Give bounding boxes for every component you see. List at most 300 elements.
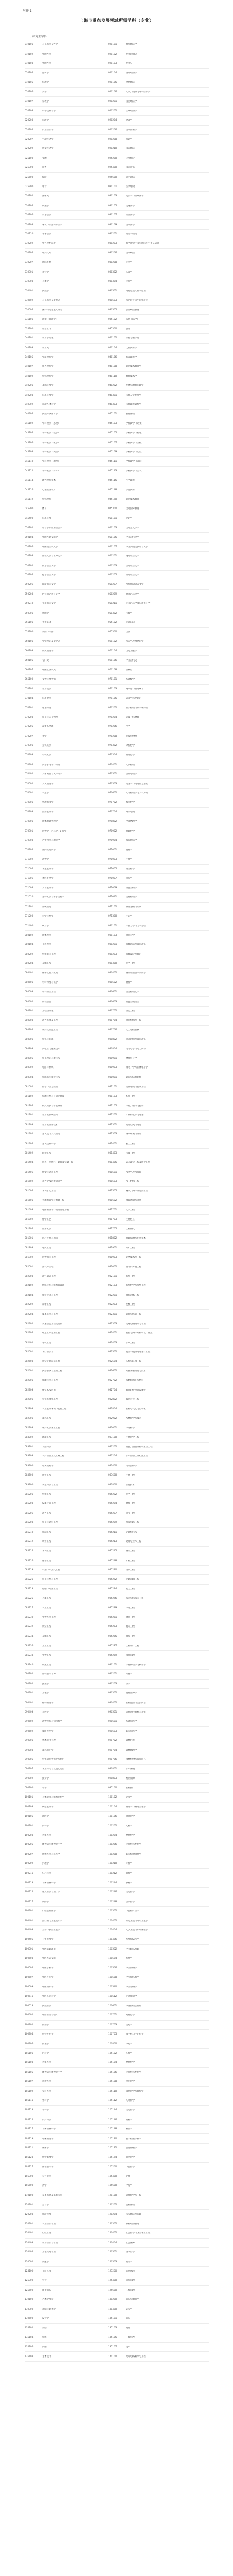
code-left: 120403 (25, 2241, 34, 2244)
table-row (25, 1566, 209, 1575)
table-row (25, 2267, 209, 2276)
code-left: 082903 (25, 1427, 34, 1430)
table-row (25, 1537, 209, 1547)
code-right: 081103 (108, 1095, 117, 1098)
code-left: 100211 (25, 1872, 34, 1875)
name-left: 软件工程 (42, 1540, 52, 1543)
code-left: 070502 (25, 782, 34, 785)
code-right: 080601 (108, 991, 117, 994)
table-row (25, 874, 209, 883)
name-right: 国民经济学 (126, 100, 137, 103)
table-row (25, 1196, 209, 1206)
table-row (25, 1423, 209, 1433)
table-row (25, 1329, 209, 1338)
name-right: 分析化学 (126, 744, 135, 748)
name-right: 皮肤病与性病学 (126, 1843, 142, 1846)
name-right: 宪法学与行政法学 (126, 195, 144, 198)
code-right: 083001 (108, 1427, 117, 1430)
name-right: 流体力学 (126, 934, 135, 937)
code-right: 105114 (108, 2109, 117, 2112)
name-right: 水产养殖 (126, 1768, 135, 1771)
name-left: 运动人体科学 (42, 403, 56, 406)
name-left: 专门史 (42, 659, 49, 662)
code-right: 090706 (108, 1758, 117, 1761)
code-left: 082003 (25, 1275, 34, 1278)
code-left: 080501 (25, 981, 34, 984)
code-left: 125300 (25, 2279, 34, 2282)
table-row (25, 1897, 209, 1907)
name-right: 船舶与海洋结构物设计制造 (126, 1332, 153, 1335)
code-left: 082204 (25, 1313, 34, 1316)
table-row (25, 1784, 209, 1793)
table-row (25, 1717, 209, 1726)
name-right: 地图学与地理信息系统 (126, 782, 148, 785)
table-row (25, 2239, 209, 2248)
code-right: 081403 (108, 1151, 117, 1155)
name-right: 公安技术 (126, 1483, 135, 1486)
name-left: 教育史 (42, 346, 49, 349)
name-left: 中医基础理论 (42, 1947, 56, 1951)
code-left: 105105 (25, 2071, 34, 2074)
code-left: 100101 (25, 1796, 34, 1799)
table-row (25, 1745, 209, 1755)
name-left: 内科学 (42, 2052, 49, 2055)
name-right: 生物医学工程 (126, 1436, 139, 1439)
name-right: 临床兽医学 (126, 1730, 137, 1733)
table-row (25, 286, 209, 296)
code-right: 085218 (108, 1559, 117, 1562)
code-left: 100503 (25, 1957, 34, 1960)
table-row (25, 1821, 209, 1831)
name-right: 化工过程机械 (126, 1028, 139, 1031)
name-right: 化学工程 (126, 1209, 135, 1212)
code-right: 095100 (108, 1787, 117, 1790)
table-row (25, 2002, 209, 2011)
code-left: 100505 (25, 1967, 34, 1970)
code-right: 083800 (108, 1483, 117, 1486)
code-left: 025700 (25, 185, 34, 189)
name-right: 交通运输工程 (126, 1578, 139, 1581)
name-left: 神经生物学 (42, 877, 54, 880)
code-left: 080204 (25, 962, 34, 965)
name-right: 基础数学 (126, 678, 135, 681)
code-left: 080805 (25, 1057, 34, 1060)
code-left: 100405 (25, 1938, 34, 1941)
name-right: 测绘工程 (126, 1550, 135, 1553)
name-left: 化学工程 (42, 1559, 52, 1562)
section-heading: 一、研究生学科 (27, 35, 47, 38)
code-right: 050209 (108, 592, 117, 596)
code-left: 090802 (25, 1777, 34, 1780)
table-row (25, 1452, 209, 1461)
code-right: 085209 (108, 1521, 117, 1524)
name-right: 微生物学 (126, 868, 135, 871)
name-left: 轻工技术与工程 (42, 1578, 58, 1581)
code-right: 085211 (108, 1531, 117, 1534)
table-row (25, 1945, 209, 1954)
name-right: 劳动卫生与环境卫生学 (126, 1919, 148, 1922)
name-left: 食品科学 (42, 1446, 52, 1448)
name-right: 广播电视 (126, 2336, 135, 2339)
code-left: 082601 (25, 1369, 34, 1372)
code-left: 083201 (25, 1446, 34, 1448)
name-left: 社会学 (42, 270, 49, 274)
code-left: 020203 (25, 119, 34, 122)
code-left: 030401 (25, 290, 34, 293)
code-right: 100206 (108, 1843, 117, 1846)
table-row (25, 88, 209, 97)
code-right: 120204 (108, 2213, 117, 2216)
code-left: 025500 (25, 176, 34, 179)
code-right: 081901 (108, 1246, 117, 1249)
name-right: 通信与信息系统 (126, 1076, 142, 1079)
code-right: 090801 (108, 1768, 117, 1771)
name-right: 护理 (126, 2175, 130, 2178)
code-left: 071002 (25, 858, 34, 861)
name-right: 物理化学 (126, 754, 135, 757)
name-left: 新闻与传播 (42, 631, 54, 634)
table-row (25, 1812, 209, 1821)
name-left: 野生动植物保护与利用 (42, 1758, 64, 1761)
name-right: 生药学 (126, 2023, 132, 2026)
code-left: 025300 (25, 166, 34, 170)
code-right: 070401 (108, 763, 117, 766)
name-left: 生物医学工程 (42, 1616, 56, 1619)
table-row (25, 1253, 209, 1262)
code-right: 120202 (108, 2204, 117, 2207)
table-row (25, 1035, 209, 1044)
code-right: 080402 (108, 972, 117, 975)
name-right: 环境科学 (126, 1427, 135, 1430)
code-right: 030503 (108, 299, 117, 302)
name-right: 遗传学 (126, 877, 132, 880)
table-row (25, 1215, 209, 1224)
name-left: 麻醉学 (42, 1900, 49, 1903)
name-right: 历史文献学 (126, 650, 137, 653)
code-left: 080102 (25, 934, 34, 937)
name-left: 动力机械及工程 (42, 1019, 58, 1022)
table-row (25, 893, 209, 902)
name-left: 森林保护学 (42, 1749, 54, 1752)
name-left: 水利水电工程 (42, 1190, 56, 1193)
name-right: 皮肤病与性病学 (126, 2071, 142, 2074)
name-right: 光学工程 (126, 962, 135, 965)
code-right: 070204 (108, 716, 117, 719)
name-left: 国际关系 (42, 261, 52, 264)
code-left: 045112 (25, 469, 34, 472)
code-left: 105113 (25, 2109, 34, 2112)
code-right: 071003 (108, 858, 117, 861)
name-right: 岩土工程 (126, 1142, 135, 1145)
table-row (25, 1348, 209, 1357)
code-right: 050203 (108, 564, 117, 567)
table-row (25, 325, 209, 334)
table-row (25, 1774, 209, 1783)
code-left: 080202 (25, 953, 34, 956)
name-left: 动力工程 (42, 1512, 52, 1515)
code-right: 085229 (108, 1606, 117, 1609)
code-left: 080904 (25, 1076, 34, 1079)
name-left: 仪器仪表工程 (42, 1502, 56, 1505)
code-right: 030206 (108, 251, 117, 255)
code-right: 020201 (108, 100, 117, 103)
name-left: 中西医结合临床 (42, 2014, 58, 2017)
table-row (25, 580, 209, 589)
name-right: 防灾减灾工程及防护工程 (126, 1161, 151, 1164)
table-row (25, 485, 209, 495)
table-row (25, 978, 209, 988)
code-right: 100210 (108, 1862, 117, 1866)
code-right: 090601 (108, 1720, 117, 1723)
name-left: 中医诊断学 (42, 1967, 54, 1970)
name-left: 生物工程 (42, 1654, 52, 1657)
name-left: 新闻学 (42, 612, 49, 615)
table-row (25, 1281, 209, 1291)
name-right: 神经病学 (126, 2061, 135, 2064)
code-right: 081503 (108, 1180, 117, 1183)
code-left: 070201 (25, 706, 34, 709)
name-left: 宗教学 (42, 100, 49, 103)
code-right: 082303 (108, 1322, 117, 1325)
name-left: 系统理论 (42, 905, 52, 908)
code-left: 082302 (25, 1322, 34, 1325)
name-right: 等离子体物理 (126, 716, 139, 719)
code-left: 081601 (25, 1199, 34, 1202)
table-row (25, 997, 209, 1006)
code-right: 105116 (108, 2118, 117, 2121)
table-row (25, 1736, 209, 1745)
code-right: 135107 (108, 2346, 117, 2349)
code-left: 070905 (25, 849, 34, 852)
name-left: 林木遗传育种 (42, 1739, 56, 1742)
name-right: 政治经济学 (126, 43, 137, 46)
table-row (25, 1765, 209, 1774)
name-right: 水工结构工程 (126, 1180, 139, 1183)
name-right: 外科学 (126, 1862, 132, 1866)
name-left: 金融 (42, 157, 47, 160)
code-right: 082704 (108, 1388, 117, 1392)
table-row (25, 1130, 209, 1139)
name-right: 欧洲语言文学 (126, 592, 139, 596)
code-left: 045104 (25, 432, 34, 435)
code-right: 105200 (108, 2165, 117, 2168)
name-left: 纺织材料与纺织品设计 (42, 1284, 64, 1287)
name-right: 材料工程 (126, 1502, 135, 1505)
name-right: 档案学 (126, 2260, 132, 2263)
table-row (25, 2219, 209, 2229)
name-left: 城乡规划学 (42, 1464, 54, 1467)
code-left: 130300 (25, 2308, 34, 2311)
code-right: 140100 (108, 2355, 117, 2358)
code-left: 125500 (25, 2289, 34, 2292)
code-right: 082101 (108, 1275, 117, 1278)
table-row (25, 2314, 209, 2324)
table-row (25, 1660, 209, 1670)
code-right: 020101 (108, 43, 117, 46)
name-right: 微电子学与固体电子学 (126, 1066, 148, 1070)
name-right: 眼科学 (126, 1872, 132, 1875)
name-right: 美术学 (126, 2308, 132, 2311)
name-left: 国外马克思主义研究 (42, 309, 62, 312)
code-left: 100203 (25, 1834, 34, 1837)
name-left: 水生生物学 (42, 868, 54, 871)
code-left: 130500 (25, 2317, 34, 2320)
name-left: 法律（非法学） (42, 318, 58, 321)
table-row (25, 1385, 209, 1395)
code-right: 100202 (108, 1824, 117, 1827)
name-right: 果树学 (126, 1673, 132, 1676)
name-right: 军事预防医学 (126, 1938, 139, 1941)
code-left: 090701 (25, 1739, 34, 1742)
code-left: 085223 (25, 1587, 34, 1590)
name-left: 行政管理 (42, 2232, 52, 2235)
code-left: 045114 (25, 479, 34, 482)
name-right: 纺织工程 (126, 1569, 135, 1572)
code-right: 071009 (108, 886, 117, 889)
code-left: 100215 (25, 1891, 34, 1894)
code-left: 060105 (25, 659, 34, 662)
name-left: 科学技术哲学 (42, 109, 56, 112)
table-row (25, 1404, 209, 1414)
name-right: 文艺学 (126, 517, 132, 520)
name-right: 港口、海岸及近海工程 (126, 1190, 148, 1193)
code-left: 071200 (25, 915, 34, 918)
name-right: 粮食、油脂及植物蛋白工程 (126, 1446, 153, 1448)
name-right: 临床检验诊断学 (126, 2137, 142, 2140)
code-left: 085232 (25, 1625, 34, 1629)
name-right: 西方经济学 (126, 72, 137, 75)
name-right: 民俗学 (126, 280, 132, 283)
name-right: 安全工程 (126, 1587, 135, 1590)
code-left: 100209 (25, 1862, 34, 1866)
table-row (25, 2134, 209, 2143)
name-right: 生物物理学 (126, 896, 137, 899)
name-left: 药物分析学 (42, 2033, 54, 2036)
name-right: 小学教育 (126, 479, 135, 482)
name-left: 马克思主义发展史 (42, 299, 60, 302)
code-right: 080201 (108, 943, 117, 946)
code-left: 045400 (25, 517, 34, 520)
code-right: 045118 (108, 488, 117, 492)
name-right: 市政工程 (126, 1151, 135, 1155)
code-right: 080101 (108, 924, 117, 927)
table-row (25, 2343, 209, 2352)
table-row (25, 2106, 209, 2115)
name-right: 声学 (126, 725, 130, 728)
table-row (25, 1073, 209, 1082)
name-left: 理论物理 (42, 706, 52, 709)
name-right: 作物栽培学与耕作学 (126, 1663, 146, 1666)
name-left: 软件工程 (42, 1474, 52, 1477)
name-right: 戏曲 (126, 2327, 130, 2330)
table-row (25, 2049, 209, 2058)
table-row (25, 2115, 209, 2125)
name-left: 油气井工程 (42, 1265, 54, 1268)
code-right: 035300 (108, 327, 117, 330)
name-left: 作物遗传育种 (42, 1673, 56, 1676)
code-left: 030303 (25, 280, 34, 283)
code-left: 120301 (25, 2223, 34, 2226)
code-right: 081105 (108, 1104, 117, 1107)
name-left: 高分子化学与物理 (42, 763, 60, 766)
name-right: 中药学 (126, 2184, 132, 2188)
name-left: 原子与分子物理 (42, 716, 58, 719)
name-left: 中国哲学 (42, 53, 52, 56)
name-left: 妇产科学 (42, 1872, 52, 1875)
name-right: 国际政治 (126, 251, 135, 255)
code-right: 040303 (108, 403, 117, 406)
name-right: 地球探测与信息技术 (126, 1237, 146, 1240)
code-left: 035200 (25, 327, 34, 330)
name-right: 中医临床基础 (126, 1947, 139, 1951)
code-left: 070301 (25, 744, 34, 748)
code-left: 085236 (25, 1645, 34, 1648)
name-left: 学科教学（体育） (42, 469, 60, 472)
code-left: 135106 (25, 2346, 34, 2349)
code-right: 100212 (108, 1872, 117, 1875)
name-right: 管理科学与工程 (126, 2194, 142, 2197)
code-left: 081801 (25, 1237, 34, 1240)
table-row (25, 751, 209, 760)
name-left: 外科学 (42, 2099, 49, 2102)
table-row (25, 2125, 209, 2134)
name-left: 文物与博物馆 (42, 678, 56, 681)
code-right: 125200 (108, 2269, 117, 2273)
code-right: 081303 (108, 1133, 117, 1136)
code-left: 030207 (25, 261, 34, 264)
name-right: 天体物理 (126, 763, 135, 766)
name-left: 有机化学 (42, 754, 52, 757)
table-row (25, 2021, 209, 2030)
code-left: 100509 (25, 1986, 34, 1989)
code-right: 105122 (108, 2146, 117, 2149)
name-right: 教育技术学 (126, 375, 137, 378)
table-row (25, 59, 209, 69)
code-right: 085235 (108, 1635, 117, 1638)
table-row (25, 1528, 209, 1537)
code-left: 080701 (25, 1010, 34, 1013)
code-right: 100402 (108, 1919, 117, 1922)
name-right: 康复医学与理疗学 (126, 2090, 144, 2093)
code-left: 010103 (25, 62, 34, 65)
code-left: 071004 (25, 868, 34, 871)
name-left: 教育经济与管理 (42, 2241, 58, 2244)
code-left: 050204 (25, 574, 34, 577)
code-left: 081406 (25, 1171, 34, 1174)
table-row (25, 2181, 209, 2191)
table-row (25, 1888, 209, 1897)
table-row (25, 514, 209, 523)
name-left: 英语笔译 (42, 621, 52, 624)
code-left: 081803 (25, 1246, 34, 1249)
code-right: 080901 (108, 1057, 117, 1060)
name-left: 航空工程 (42, 1625, 52, 1629)
code-right: 070904 (108, 839, 117, 842)
code-right: 071001 (108, 849, 117, 852)
code-left: 050108 (25, 555, 34, 558)
name-left: 工程力学 (42, 943, 52, 946)
table-row (25, 1007, 209, 1016)
table-row (25, 1632, 209, 1641)
table-row (25, 107, 209, 116)
table-row (25, 732, 209, 741)
table-row (25, 1727, 209, 1736)
name-left: 森林工程 (42, 1417, 52, 1420)
code-right: 040301 (108, 394, 117, 397)
table-row (25, 69, 209, 78)
table-row (25, 1082, 209, 1092)
code-right: 020104 (108, 72, 117, 75)
